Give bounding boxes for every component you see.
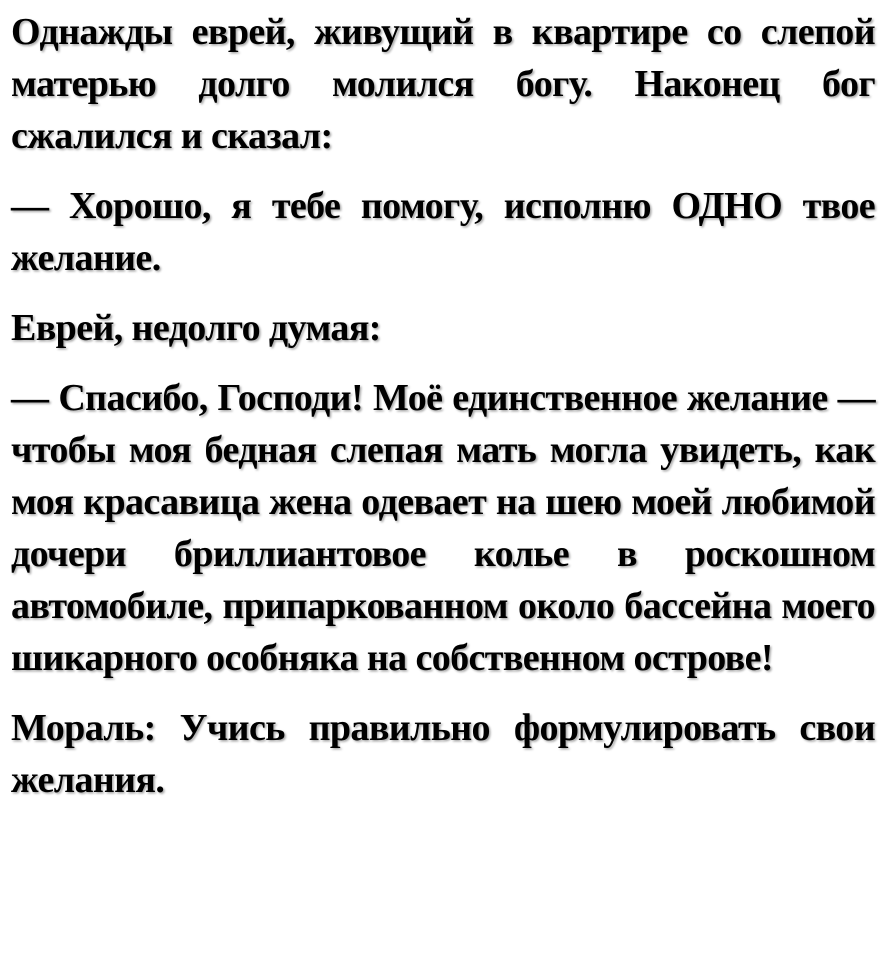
paragraph-intro: Однажды еврей, живущий в квартире со слепой матерью долго молился богу. Наконец бог сжалился и сказал: bbox=[11, 11, 875, 157]
paragraph-jew-thinking: Еврей, недолго думая: bbox=[11, 307, 381, 349]
paragraph-god-reply: — Хорошо, я тебе помогу, исполню ОДНО твое желание. bbox=[11, 185, 875, 279]
paragraph-wish: — Спасибо, Господи! Моё единственное желание — чтобы моя бедная слепая мать могла увидеть, как моя красавица жена одевает на шею моей любимой дочери бриллиантовое колье в роскошном автомобиле, припаркованном около бассейна моего шикарного особняка на собственном острове! bbox=[11, 377, 875, 679]
paragraph-moral: Мораль: Учись правильно формулировать свои желания. bbox=[11, 707, 875, 801]
